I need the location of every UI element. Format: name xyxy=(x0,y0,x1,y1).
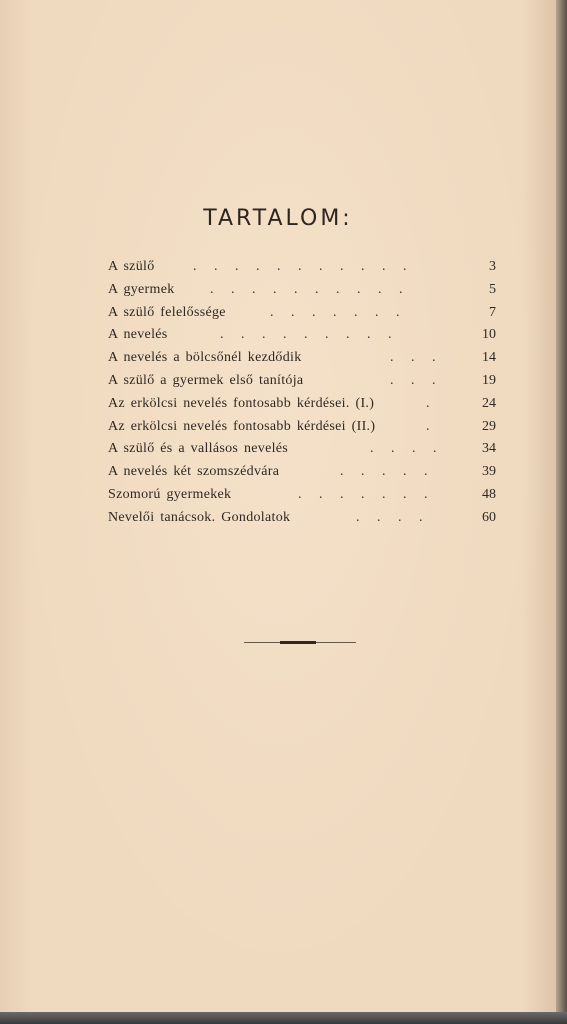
toc-leader-dots: . xyxy=(426,395,437,411)
toc-entry-title: A szülő és a vallásos nevelés xyxy=(108,441,289,457)
toc-page-number: 14 xyxy=(482,350,496,366)
page-title: TARTALOM: xyxy=(203,206,353,231)
toc-entry xyxy=(108,419,496,442)
toc-leader-dots: . . . . . xyxy=(340,464,435,480)
toc-leader-dots: . . . xyxy=(390,372,443,388)
toc-entry xyxy=(108,510,496,533)
toc-leader-dots: . . . . . . . xyxy=(298,486,435,502)
toc-leader-dots: . . . . . . . . . . xyxy=(210,281,410,297)
toc-page-number: 10 xyxy=(482,327,496,343)
page-side-edge xyxy=(556,0,567,1024)
toc-entry-title: A nevelés a bölcsőnél kezdődik xyxy=(108,350,302,366)
toc-page-number: 60 xyxy=(482,509,496,525)
toc-entry-title: A nevelés két szomszédvára xyxy=(108,464,280,480)
toc-entry xyxy=(108,327,496,350)
toc-page-number: 3 xyxy=(489,259,496,274)
ornamental-divider xyxy=(244,641,356,645)
toc-entry xyxy=(108,396,496,419)
toc-entry-title: A gyermek xyxy=(108,281,175,297)
toc-entry-title: Nevelői tanácsok. Gondolatok xyxy=(108,509,291,525)
toc-leader-dots: . . . . . . . . . . . xyxy=(193,259,414,274)
toc-leader-dots: . . . . xyxy=(356,509,430,525)
toc-leader-dots: . . . . . . . xyxy=(270,304,407,320)
toc-page-number: 5 xyxy=(489,281,496,297)
toc-page-number: 19 xyxy=(482,372,496,388)
toc-page-number: 29 xyxy=(482,418,496,434)
toc-entry xyxy=(108,441,496,464)
toc-entry xyxy=(108,373,496,396)
toc-entry-title: A szülő xyxy=(108,259,155,274)
toc-page-number: 48 xyxy=(482,486,496,502)
toc-entry-title: Szomorú gyermekek xyxy=(108,486,232,502)
toc-page-number: 7 xyxy=(489,304,496,320)
toc-entry xyxy=(108,282,496,305)
toc-page-number: 24 xyxy=(482,395,496,411)
toc-entry xyxy=(108,487,496,510)
toc-entry xyxy=(108,350,496,373)
toc-leader-dots: . . . xyxy=(390,350,443,366)
toc-entry-title: Az erkölcsi nevelés fontosabb kérdései (II.) xyxy=(108,418,376,434)
toc-entry xyxy=(108,464,496,487)
toc-entry-title: A szülő a gyermek első tanítója xyxy=(108,372,304,388)
toc-entry xyxy=(108,305,496,328)
toc-page-number: 39 xyxy=(482,464,496,480)
toc-leader-dots: . xyxy=(426,418,437,434)
table-of-contents xyxy=(108,259,496,533)
toc-entry-title: A nevelés xyxy=(108,327,168,343)
page-bottom-edge xyxy=(0,1012,567,1024)
toc-entry-title: Az erkölcsi nevelés fontosabb kérdései. (I.) xyxy=(108,395,375,411)
toc-leader-dots: . . . . xyxy=(370,441,444,457)
divider-bar xyxy=(280,641,316,644)
toc-entry-title: A szülő felelőssége xyxy=(108,304,226,320)
toc-page-number: 34 xyxy=(482,441,496,457)
toc-leader-dots: . . . . . . . . . xyxy=(220,327,399,343)
toc-entry xyxy=(108,259,496,282)
